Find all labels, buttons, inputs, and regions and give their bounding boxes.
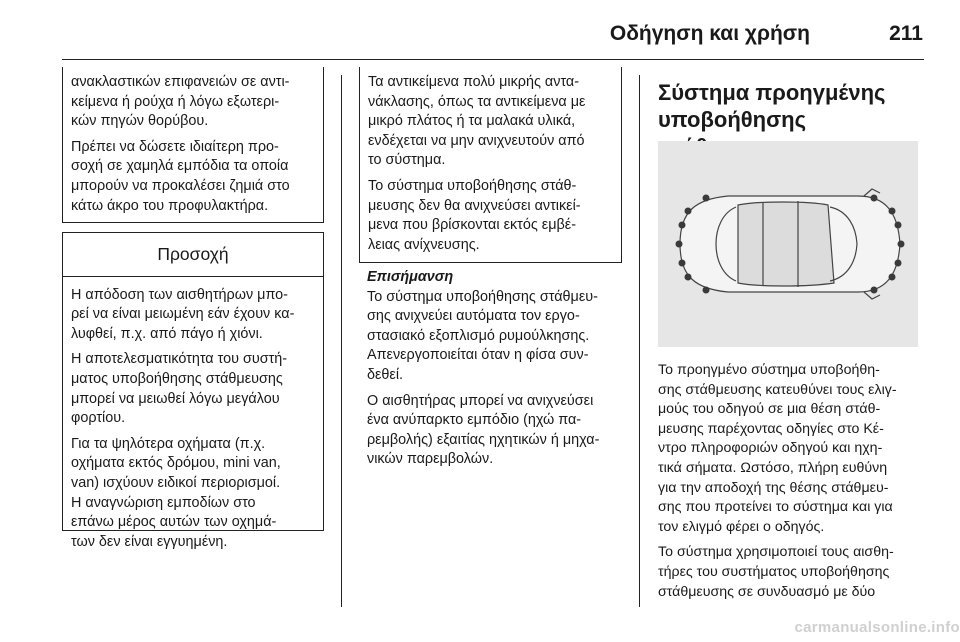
- caution-box: [62, 232, 324, 550]
- caution-body: [63, 277, 323, 563]
- caution-title: Προσοχή: [63, 233, 323, 277]
- column-divider-2: [639, 75, 640, 607]
- paragraph: Για τα ψηλότερα οχήματα (π.χ. οχήματα εκτός δρόμου, mini van, van) ισχύουν ειδικοί περιορισμοί. Η αναγνώριση εμποδίων στο επάνω μέρος αυτών των οχημά- των δεν είναι εγγυημένη.: [71, 435, 281, 550]
- paragraph: Η αποτελεσματικότητα του συστή- ματος υποβοήθησης στάθμευσης μπορεί να μειωθεί λόγω μεγάλου φορτίου.: [71, 351, 288, 427]
- paragraph: Το σύστημα υποβοήθησης στάθμευ- σης ανιχνεύει αυτόματα τον εργο- στασιακό εξοπλισμό ρυμούλκησης. Απενεργοποιείται όταν η φίσα συν- δεθεί.: [367, 288, 598, 383]
- chapter-title: Οδήγηση και χρήση: [609, 22, 810, 45]
- column-divider-1: [341, 75, 342, 607]
- paragraph: Η απόδοση των αισθητήρων μπο- ρεί να είναι μειωμένη εάν έχουν κα- λυφθεί, π.χ. από πάγο ή χιόνι.: [71, 286, 295, 342]
- car-sensor-figure: [658, 141, 918, 347]
- paragraph: Το σύστημα χρησιμοποιεί τους αισθη- τήρες του συστήματος υποβοήθησης στάθμευσης σε συνδυασμό με δύο: [658, 544, 894, 600]
- continued-caution-box: [359, 67, 622, 263]
- section-body: [658, 361, 928, 608]
- paragraph: Τα αντικείμενα πολύ μικρής αντα- νάκλασης, όπως τα αντικείμενα με μικρό πλάτος ή τα μαλακά υλικά, ενδέχεται να μην ανιχνευτούν από το σύστημα.: [368, 74, 586, 169]
- page-number: 211: [889, 22, 923, 45]
- car-top-view-sensors-icon: [658, 141, 918, 347]
- note-block: [367, 268, 629, 476]
- paragraph: ανακλαστικών επιφανειών σε αντι- κείμενα ή ρούχα ή λόγω εξωτερι- κών πηγών θορύβου.: [71, 74, 290, 130]
- paragraph: Το σύστημα υποβοήθησης στάθ- μευσης δεν θα ανιχνεύσει αντικεί- μενα που βρίσκονται εκτός εμβέ- λειας ανίχνευσης.: [368, 177, 581, 253]
- section-heading: Σύστημα προηγμένης υποβοήθησης: [658, 80, 886, 132]
- header-rule: [62, 59, 924, 60]
- note-title: Επισήμανση: [367, 269, 454, 285]
- continued-warning-box: [62, 67, 324, 223]
- paragraph: Πρέπει να δώσετε ιδιαίτερη προ- σοχή σε χαμηλά εμπόδια τα οποία μπορούν να προκαλέσει ζημιά στο κάτω άκρο του προφυλακτήρα.: [71, 138, 290, 214]
- paragraph: Ο αισθητήρας μπορεί να ανιχνεύσει ένα ανύπαρκτο εμπόδιο (ηχώ πα- ρεμβολής) εξαιτίας ηχητικών ή μηχα- νικών παρεμβολών.: [367, 392, 600, 468]
- paragraph: Το προηγμένο σύστημα υποβοήθη- σης στάθμευσης κατευθύνει τους ελιγ- μούς του οδηγού σε μια θέση στάθ- μευσης παρέχοντας οδηγίες στο Κέ- ντρο πληροφοριών οδηγού και ηχη- τικά σήματα. Ωστόσο, πλήρη ευθύνη για την αποδοχή της θέσης στάθμευ- σης που προτείνει το σύστημα και για τον ελιγμό φέρει ο οδηγός.: [658, 362, 897, 535]
- watermark: carmanualsonline.info: [794, 619, 960, 636]
